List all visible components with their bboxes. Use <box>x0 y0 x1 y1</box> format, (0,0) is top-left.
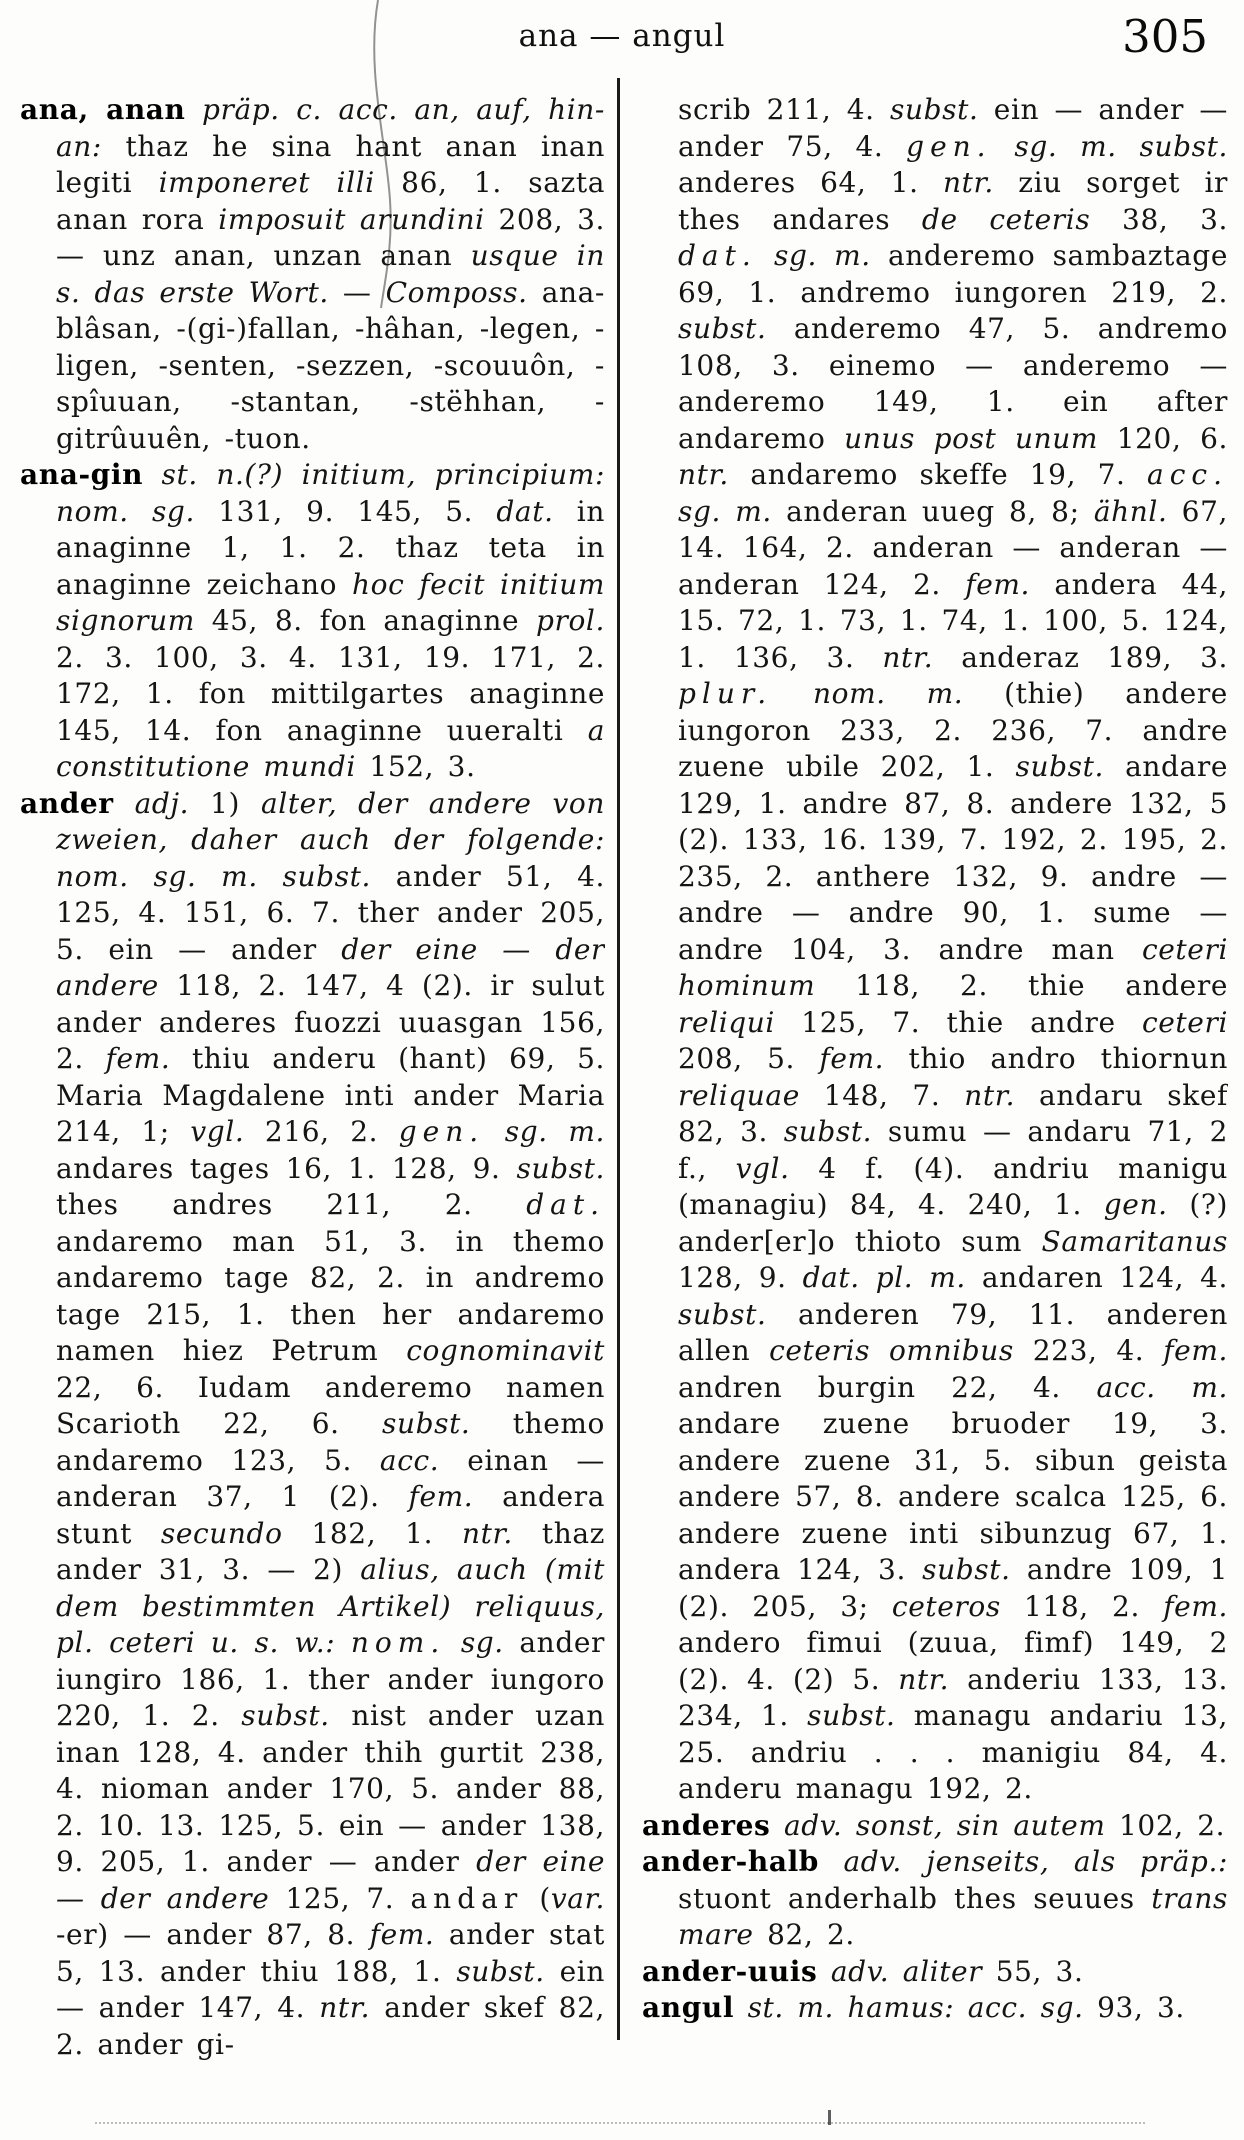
right-column-text <box>642 92 1228 2027</box>
text-segment: 128, 9. <box>678 1261 803 1294</box>
dictionary-entry-ander <box>20 786 605 2064</box>
dictionary-entry-ana-anan <box>20 92 605 457</box>
text-segment: plur. <box>678 677 773 710</box>
text-segment: ntr. <box>964 1078 1016 1112</box>
text-segment: dat. pl. m. <box>802 1261 966 1294</box>
text-segment: fem. <box>408 1480 474 1513</box>
text-segment: 4 f. (4). andriu manigu (managiu) 84, 4. 240, 1. <box>678 1151 1228 1221</box>
text-segment: nom. m. <box>772 677 964 710</box>
text-segment: 22, 6. Iudam anderemo namen Scarioth 22, 6. <box>56 1370 605 1440</box>
left-column <box>20 92 605 2102</box>
text-segment: adv. jenseits, als präp.: <box>818 1845 1228 1878</box>
text-segment: ntr. <box>462 1516 513 1550</box>
text-segment: andar <box>410 1881 524 1915</box>
text-segment: unus post unum <box>844 421 1099 455</box>
text-segment: Composs. <box>385 275 528 309</box>
text-segment: anderen 79, 11. anderen allen <box>678 1297 1228 1367</box>
text-segment: andren burgin 22, 4. <box>678 1370 1097 1404</box>
text-segment: ceteris omnibus <box>769 1334 1014 1367</box>
text-segment: subst. <box>807 1699 896 1732</box>
text-segment: andera stunt <box>56 1480 605 1550</box>
text-segment: Samaritanus <box>1041 1224 1228 1258</box>
dictionary-entry-ander-continuation <box>642 92 1228 1808</box>
text-segment: vgl. <box>190 1115 245 1148</box>
page-header-keywords: ana — angul <box>518 18 726 54</box>
text-segment: 93, 3. <box>1083 1991 1185 2024</box>
text-segment: 208, 3. — unz anan, unzan anan <box>56 202 605 272</box>
text-segment: 2. 3. 100, 3. 4. 131, 19. 171, 2. 172, 1. fon mittilgartes anaginne 145, 14. fon anaginne uueralti <box>56 640 605 747</box>
text-segment: 125, 7. thie andre <box>774 1005 1142 1039</box>
text-segment: 38, 3. <box>1090 202 1228 236</box>
text-segment: thaz he sina hant anan inan legiti <box>56 129 605 199</box>
text-segment: andaremo man 51, 3. in themo andaremo tage 82, 2. in andremo tage 215, 1. then her andaremo namen hiez Petrum <box>56 1224 605 1367</box>
text-segment: subst. <box>1015 750 1104 783</box>
text-segment: der eine — der andere <box>56 1845 605 1915</box>
text-segment: 131, 9. 145, 5. <box>194 494 497 528</box>
text-segment: dat. <box>496 494 554 528</box>
dictionary-entry-anderes <box>642 1808 1228 1845</box>
text-segment: acc. m. <box>1096 1370 1228 1404</box>
text-segment: 120, 6. <box>1098 421 1228 455</box>
text-segment: vgl. <box>735 1151 790 1185</box>
text-segment: gen. <box>906 129 992 163</box>
text-segment: andaren 124, 4. <box>965 1261 1228 1294</box>
text-segment: thiu anderu (hant) 69, 5. Maria Magdalene inti ander Maria 214, 1; <box>56 1042 605 1148</box>
left-column-text <box>20 92 605 2063</box>
text-segment: ana-blâsan, -(gi-)fallan, -hâhan, -legen, -ligen, -senten, -sezzen, -scouuôn, -spîuuan, -stantan, -stëhhan, -gitrûuuên, -tuon. <box>56 275 605 455</box>
text-segment: adv. aliter <box>817 1954 983 1988</box>
text-segment: reliquae <box>678 1078 800 1112</box>
text-segment: anderiu 133, 13. 234, 1. <box>678 1662 1228 1732</box>
text-segment: scrib 211, 4. <box>678 93 890 126</box>
text-segment: 102, 2. <box>1105 1808 1226 1842</box>
text-segment: stuont anderhalb thes seuues <box>678 1881 1152 1915</box>
text-segment: (?) ander[er]o thioto sum <box>678 1188 1228 1258</box>
dictionary-entry-ander-halb <box>642 1844 1228 1954</box>
text-segment: ander iungiro 186, 1. ther ander iungoro 220, 1. 2. <box>56 1626 605 1732</box>
text-segment: andare zuene bruoder 19, 3. andere zuene 31, 5. sibun geista andere 57, 8. andere scalca 125, 6. andere zuene inti sibunzug 67, 1. andera 124, 3. <box>678 1407 1228 1586</box>
text-segment: 86, 1. sazta anan rora <box>56 166 605 236</box>
text-segment: gen. <box>1103 1188 1168 1221</box>
running-head <box>0 10 1244 70</box>
text-segment: andare 129, 1. andre 87, 8. andere 132, 5 (2). 133, 16. 139, 7. 192, 2. 195, 2. 235, 2. anthere 132, 9. andre — andre — andre 90, 1. sume — andre 104, 3. andre man <box>678 750 1228 966</box>
text-segment: sg. m. <box>484 1115 605 1148</box>
text-segment: acc. <box>379 1443 440 1477</box>
text-segment: subst. <box>241 1699 330 1732</box>
text-segment: 125, 7. <box>269 1881 411 1915</box>
text-segment: fem. <box>819 1042 885 1075</box>
text-segment: prol. <box>535 604 605 637</box>
text-segment: 55, 3. <box>982 1954 1084 1988</box>
text-segment: st. m. hamus: acc. sg. <box>734 1991 1084 2024</box>
headword: angul <box>642 1991 735 2024</box>
text-segment: ander 51, 4. 125, 4. 151, 6. 7. ther ander 205, 5. ein — ander <box>56 859 605 966</box>
text-segment: alter, der andere von zweien, daher auch der folgende: nom. sg. m. subst. <box>56 786 605 893</box>
text-segment: dat. <box>678 239 757 272</box>
text-segment: 182, 1. <box>282 1516 463 1550</box>
text-segment: andares tages 16, 1. 128, 9. <box>56 1151 517 1185</box>
text-segment: fem. <box>105 1042 171 1075</box>
text-segment: ntr. <box>882 640 934 674</box>
text-segment: cognominavit <box>406 1334 605 1367</box>
text-segment: 45, 8. fon anaginne <box>194 604 536 637</box>
text-segment: anderes 64, 1. <box>678 166 944 199</box>
text-segment: präp. c. acc. an, auf, hin-an: <box>56 93 605 163</box>
dictionary-entry-ander-uuis <box>642 1954 1228 1991</box>
text-segment: sg. m. <box>756 239 871 272</box>
text-segment: subst. <box>456 1954 545 1988</box>
text-segment: ander stat 5, 13. ander thiu 188, 1. <box>56 1918 605 1988</box>
text-segment: (thie) andere iungoron 233, 2. 236, 7. andre zuene ubile 202, 1. <box>678 677 1228 783</box>
text-segment: gen. <box>398 1115 485 1148</box>
text-segment: 208, 5. <box>678 1042 820 1075</box>
text-segment: thio andro thiornun <box>884 1042 1228 1075</box>
text-segment: nist ander uzan inan 128, 4. ander thih gurtit 238, 4. nioman ander 170, 5. ander 88, 2. 10. 13. 125, 5. ein — ander 138, 9. 205, 1. ander — ander <box>56 1699 605 1878</box>
text-segment: subst. <box>678 1297 767 1331</box>
headword: anderes <box>642 1808 771 1842</box>
text-segment: themo andaremo 123, 5. <box>56 1407 605 1477</box>
text-segment: fem. <box>965 567 1031 601</box>
text-segment: acc. <box>1147 458 1228 491</box>
text-segment: 82, 2. <box>753 1918 855 1951</box>
headword: ander <box>20 786 114 820</box>
text-segment: reliqui <box>678 1005 775 1039</box>
text-segment: ein — ander 147, 4. <box>56 1954 605 2024</box>
headword: ander-uuis <box>642 1954 818 1988</box>
text-segment: imponeret illi <box>158 166 375 199</box>
text-segment: ceteros <box>891 1589 1001 1623</box>
scan-artifact-bottom-mark <box>828 2110 831 2125</box>
text-segment: der eine — der andere <box>56 932 605 1002</box>
text-segment: ähnl. <box>1093 494 1168 528</box>
text-segment: andero fimui (zuua, fimf) 149, 2 (2). 4. (2) 5. <box>678 1626 1228 1696</box>
text-segment: alius, auch (mit dem bestimmten Artikel) reliquus, pl. ceteri u. s. w.: <box>56 1553 605 1659</box>
text-segment: anderemo 47, 5. andremo 108, 3. einemo — anderemo — anderemo 149, 1. ein after andaremo <box>678 312 1228 455</box>
text-segment: de ceteris <box>921 202 1091 236</box>
text-segment: trans mare <box>678 1881 1228 1951</box>
text-segment: anderemo sambaztage 69, 1. andremo iungoren 219, 2. <box>678 239 1228 309</box>
text-segment: 118, 2. 147, 4 (2). ir sulut ander anderes fuozzi uuasgan 156, 2. <box>56 969 605 1075</box>
text-segment: ntr. <box>678 458 729 491</box>
text-segment: thaz ander 31, 3. — 2) <box>56 1516 605 1586</box>
text-segment: anderan uueg 8, 8; <box>771 494 1094 528</box>
text-segment: a constitutione mundi <box>56 713 605 783</box>
text-segment: var. <box>550 1881 605 1915</box>
text-segment: subst. <box>890 93 979 126</box>
text-segment: andaremo skeffe 19, 7. <box>728 458 1148 491</box>
text-segment: managu andariu 13, 25. andriu . . . manigiu 84, 4. anderu managu 192, 2. <box>678 1699 1228 1805</box>
text-segment: 152, 3. <box>355 750 476 783</box>
text-segment: 216, 2. <box>244 1115 399 1148</box>
text-segment: andera 44, 15. 72, 1. 73, 1. 74, 1. 100, 5. 124, 1. 136, 3. <box>678 567 1228 674</box>
right-column <box>642 92 1228 2102</box>
page-number: 305 <box>1122 10 1208 63</box>
text-segment: ander skef 82, 2. ander gi- <box>56 1991 605 2061</box>
text-segment: ntr. <box>319 1991 371 2024</box>
dictionary-entry-ana-gin <box>20 457 605 786</box>
text-segment: in anaginne 1, 1. 2. thaz teta in anaginne zeichano <box>56 494 605 601</box>
text-segment: fem. <box>1163 1334 1228 1367</box>
text-segment: sumu — andaru 71, 2 f., <box>678 1115 1228 1185</box>
text-segment: subst. <box>516 1151 605 1185</box>
text-segment: ntr. <box>943 166 994 199</box>
text-segment: thes andres 211, 2. <box>56 1188 527 1221</box>
dictionary-entry-angul <box>642 1990 1228 2027</box>
text-segment: 67, 14. 164, 2. anderan — anderan — anderan 124, 2. <box>678 494 1228 601</box>
text-segment: ziu sorget ir thes andares <box>678 166 1228 236</box>
text-segment: subst. <box>381 1407 471 1440</box>
headword: ana, anan <box>20 93 186 126</box>
headword: ana-gin <box>20 458 144 491</box>
column-divider-rule <box>617 78 620 2040</box>
text-segment: st. n.(?) initium, principium: nom. sg. <box>56 458 605 528</box>
text-segment: 223, 4. <box>1013 1334 1164 1367</box>
text-segment: subst. <box>922 1553 1011 1586</box>
text-segment: 1) <box>189 786 261 820</box>
text-segment: sg. m. <box>678 494 772 528</box>
text-segment: usque in s. das erste Wort. <box>56 239 605 309</box>
text-segment: andaru skef 82, 3. <box>678 1078 1228 1148</box>
text-segment: 118, 2. <box>1000 1589 1164 1623</box>
text-segment: adj. <box>113 786 190 820</box>
text-segment: sg. m. subst. <box>991 129 1228 163</box>
text-segment: ceteri <box>1141 1005 1228 1039</box>
text-segment: dat. <box>526 1188 605 1221</box>
text-segment: andre 109, 1 (2). 205, 3; <box>678 1553 1228 1623</box>
scan-artifact-bottom-dots <box>95 2122 1145 2124</box>
text-segment: ceteri hominum <box>678 932 1228 1002</box>
text-segment: sg. <box>445 1626 504 1659</box>
text-segment: ntr. <box>898 1662 950 1696</box>
text-segment: subst. <box>678 312 767 345</box>
text-segment: anderaz 189, 3. <box>933 640 1228 674</box>
text-segment: ein — ander — ander 75, 4. <box>678 93 1228 163</box>
text-segment: einan — anderan 37, 1 (2). <box>56 1443 605 1513</box>
text-segment: fem. <box>369 1918 435 1951</box>
text-segment: 148, 7. <box>799 1078 965 1112</box>
text-segment: — <box>328 275 386 309</box>
text-segment: nom. <box>350 1626 446 1659</box>
text-segment: secundo <box>160 1516 283 1550</box>
headword: ander-halb <box>642 1845 819 1878</box>
text-segment: -er) — ander 87, 8. <box>56 1918 370 1951</box>
text-segment: imposuit arundini <box>218 202 485 236</box>
text-segment: adv. sonst, sin autem <box>770 1808 1106 1842</box>
text-segment: hoc fecit initium signorum <box>56 567 605 637</box>
text-segment: ( <box>523 1881 551 1915</box>
text-segment: fem. <box>1163 1589 1228 1623</box>
text-segment: subst. <box>783 1115 873 1148</box>
text-segment: 118, 2. thie andere <box>815 969 1228 1002</box>
